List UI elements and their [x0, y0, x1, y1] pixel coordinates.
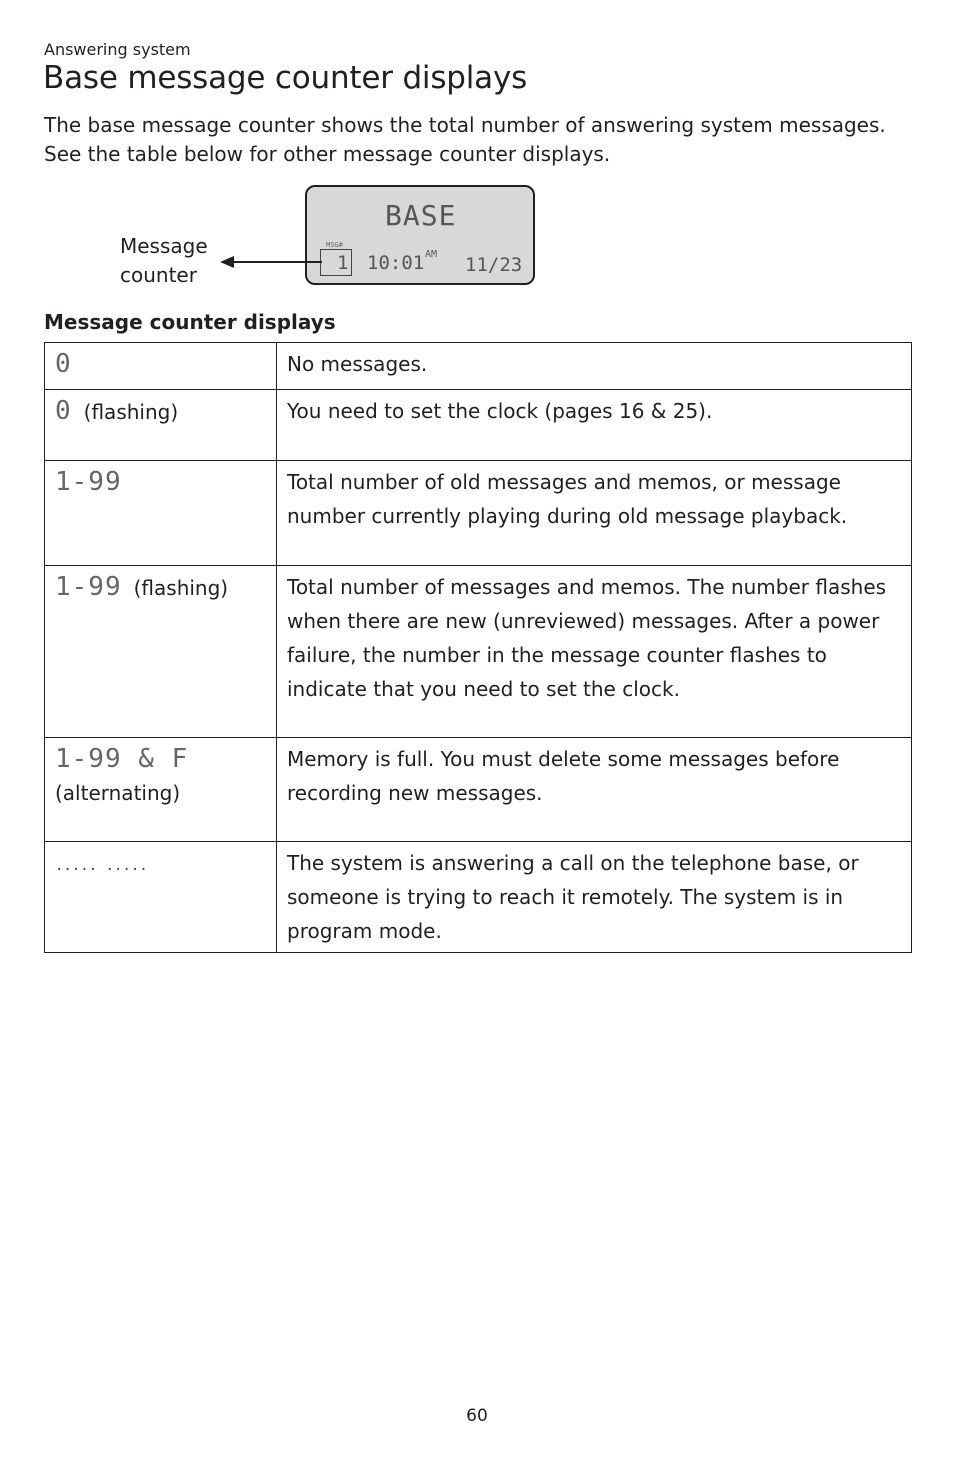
display-code: 1-99	[55, 572, 122, 602]
lcd-message-count: 1	[337, 252, 349, 274]
table-row	[45, 842, 912, 953]
lcd-date: 11/23	[465, 254, 523, 276]
table-heading: Message counter displays	[44, 310, 336, 334]
description-cell: Total number of messages and memos. The number flashes when there are new (unreviewed) messages. After a power failure, the number in the message counter flashes to indicate that you need to set the clock.	[277, 566, 912, 738]
display-cell	[45, 738, 277, 842]
display-code: ..... .....	[55, 858, 148, 874]
section-label: Answering system	[44, 40, 191, 59]
description-cell: You need to set the clock (pages 16 & 25).	[277, 390, 912, 461]
lcd-time: 10:01	[367, 252, 425, 274]
lcd-display	[305, 185, 535, 285]
display-code: 0	[55, 396, 72, 426]
display-cell	[45, 842, 277, 953]
display-code: 1-99	[55, 467, 122, 497]
display-cell	[45, 566, 277, 738]
page-title: Base message counter displays	[43, 60, 528, 96]
lcd-base-text: BASE	[385, 199, 457, 232]
display-note: (flashing)	[133, 576, 229, 600]
table-row	[45, 461, 912, 566]
callout-line-1: Message	[120, 234, 208, 258]
display-note: (alternating)	[55, 781, 181, 805]
display-cell	[45, 390, 277, 461]
intro-paragraph: The base message counter shows the total number of answering system messages. See the table below for other message counter displays.	[44, 113, 886, 166]
callout-label	[120, 232, 208, 290]
table-row	[45, 566, 912, 738]
table-row	[45, 343, 912, 390]
message-counter-table	[44, 342, 912, 953]
callout-line-2: counter	[120, 263, 197, 287]
display-note: (flashing)	[83, 400, 179, 424]
display-code: 0	[55, 349, 72, 379]
display-cell	[45, 461, 277, 566]
table-row	[45, 738, 912, 842]
callout-arrow-icon	[218, 252, 324, 272]
description-cell: No messages.	[277, 343, 912, 390]
description-cell: The system is answering a call on the telephone base, or someone is trying to reach it remotely. The system is in program mode.	[277, 842, 912, 953]
display-code: 1-99 & F	[55, 744, 189, 774]
table-row	[45, 390, 912, 461]
page-number: 60	[466, 1406, 488, 1426]
lcd-am: AM	[425, 249, 438, 260]
description-cell: Memory is full. You must delete some messages before recording new messages.	[277, 738, 912, 842]
description-cell: Total number of old messages and memos, or message number currently playing during old message playback.	[277, 461, 912, 566]
display-cell	[45, 343, 277, 390]
lcd-msg-tag: MSG#	[326, 241, 343, 249]
